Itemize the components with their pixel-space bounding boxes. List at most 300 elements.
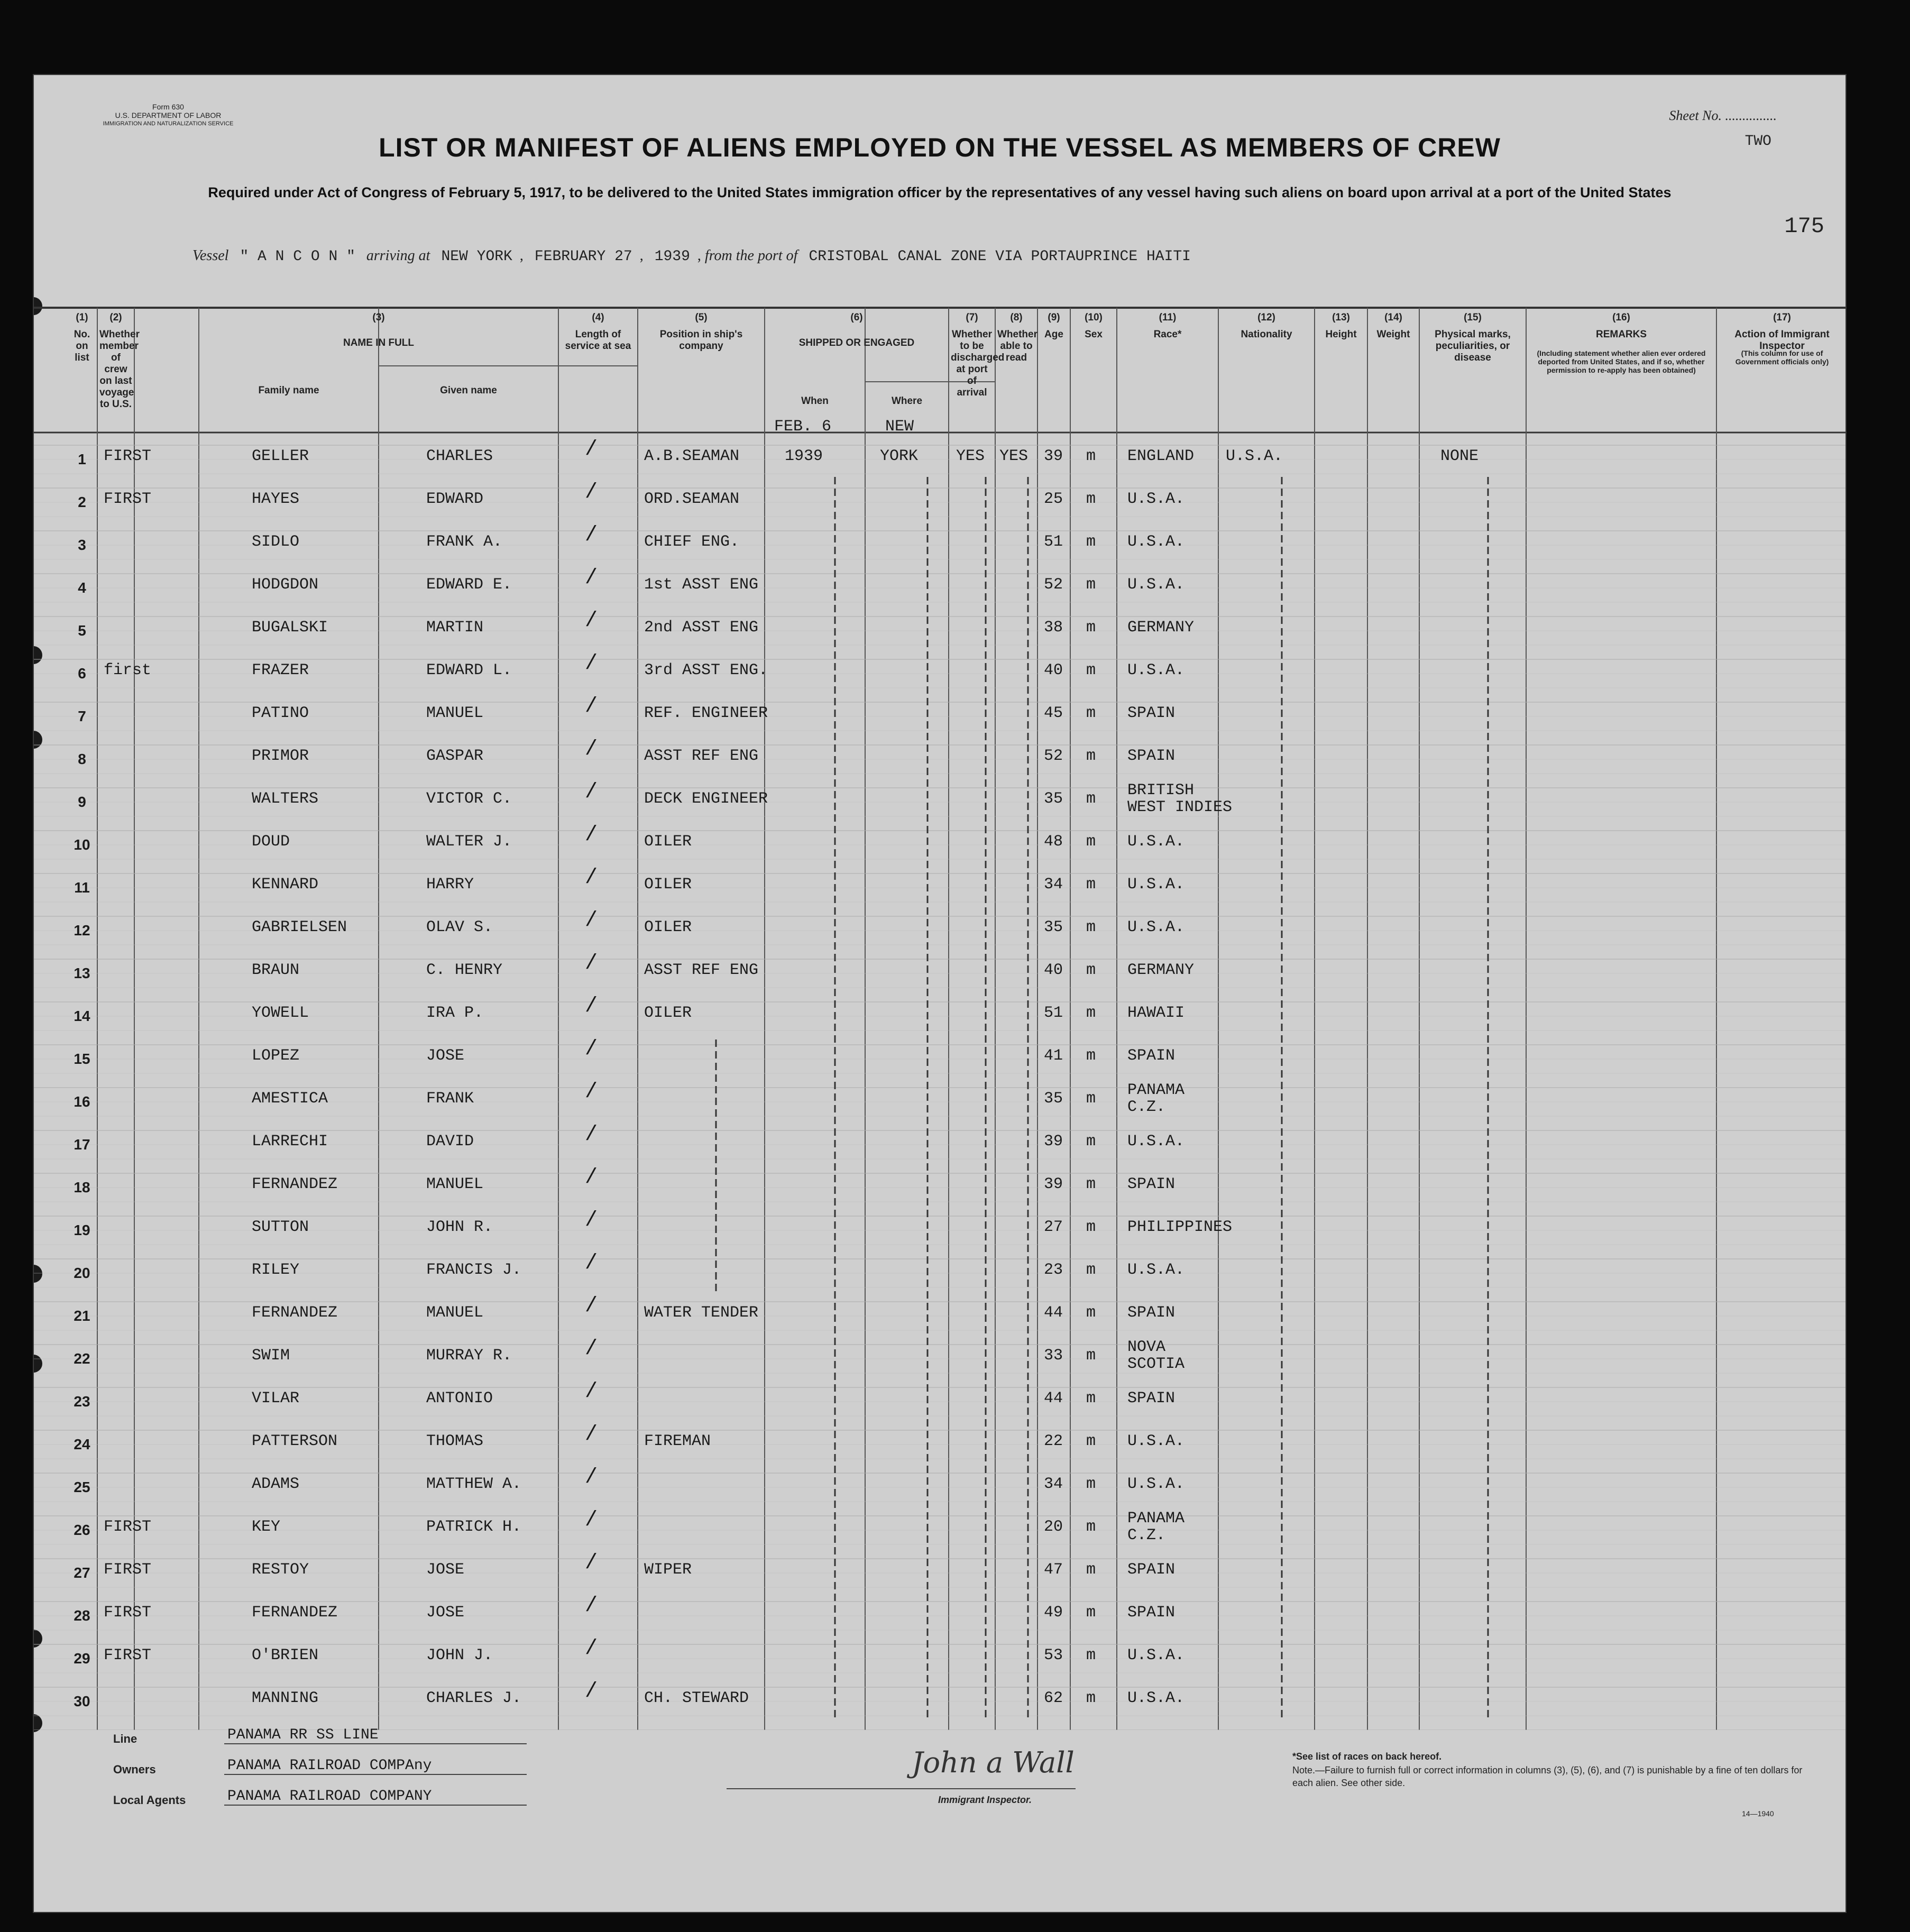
- department-name: U.S. DEPARTMENT OF LABOR: [115, 111, 222, 119]
- row-number: 1: [78, 451, 86, 467]
- position: OILER: [644, 876, 692, 894]
- column-number: (14): [1384, 312, 1402, 323]
- service-tick: /: [585, 1551, 598, 1575]
- position: 1st ASST ENG: [644, 576, 759, 594]
- family-name: PRIMOR: [252, 747, 309, 765]
- page-title: LIST OR MANIFEST OF ALIENS EMPLOYED ON THE VESSEL AS MEMBERS OF CREW: [379, 133, 1501, 162]
- age: 39: [1044, 1133, 1063, 1151]
- family-name: GABRIELSEN: [252, 918, 347, 936]
- given-name: IRA P.: [426, 1004, 484, 1022]
- age: 40: [1044, 661, 1063, 679]
- family-name: WALTERS: [252, 790, 319, 808]
- race: SPAIN: [1127, 1175, 1176, 1193]
- race: SPAIN: [1127, 1304, 1176, 1322]
- age: 34: [1044, 1475, 1063, 1493]
- age: 38: [1044, 619, 1063, 637]
- age: 23: [1044, 1261, 1063, 1279]
- given-name: FRANK: [426, 1090, 474, 1108]
- column-number: (12): [1257, 312, 1275, 323]
- sex: m: [1086, 1604, 1096, 1622]
- given-name: THOMAS: [426, 1432, 484, 1450]
- position: 3rd ASST ENG.: [644, 661, 768, 679]
- service-tick: /: [585, 481, 598, 504]
- column-header: Race*: [1153, 329, 1182, 340]
- race: U.S.A.: [1127, 1133, 1185, 1151]
- race: PANAMA: [1127, 1510, 1185, 1528]
- family-name: FRAZER: [252, 661, 309, 679]
- position: CHIEF ENG.: [644, 533, 740, 551]
- crew-table: [34, 287, 1847, 1730]
- arrival-date: FEBRUARY 27: [534, 249, 632, 265]
- family-name: RILEY: [252, 1261, 300, 1279]
- service-tick: /: [585, 1209, 598, 1232]
- family-name: SIDLO: [252, 533, 300, 551]
- inspector-signature: John a Wall: [912, 1746, 1075, 1779]
- column-number: (5): [695, 312, 708, 323]
- given-name: FRANCIS J.: [426, 1261, 522, 1279]
- given-name: MARTIN: [426, 619, 484, 637]
- given-name: JOSE: [426, 1604, 465, 1622]
- race: U.S.A.: [1127, 661, 1185, 679]
- race: PANAMA: [1127, 1081, 1185, 1099]
- race: U.S.A.: [1127, 1432, 1185, 1450]
- column-number: (4): [592, 312, 604, 323]
- sex: m: [1086, 918, 1096, 936]
- penalty-note: Note.—Failure to furnish full or correct information in columns (3), (5), (6), and (7) is punishable by a fine of ten dollars for each alien. See other side.: [1292, 1765, 1803, 1788]
- age: 33: [1044, 1347, 1063, 1365]
- family-name: FERNANDEZ: [252, 1175, 338, 1193]
- row-number: 25: [74, 1479, 90, 1495]
- sex: m: [1086, 490, 1096, 508]
- race: U.S.A.: [1127, 1261, 1185, 1279]
- sex: m: [1086, 1347, 1096, 1365]
- given-name: MANUEL: [426, 1175, 484, 1193]
- service-tick: /: [585, 566, 598, 590]
- age: 39: [1044, 1175, 1063, 1193]
- sex: m: [1086, 961, 1096, 979]
- column-header: Physical marks, peculiarities, or disease: [1435, 329, 1511, 363]
- given-name: MANUEL: [426, 704, 484, 722]
- family-name: PATTERSON: [252, 1432, 338, 1450]
- position: REF. ENGINEER: [644, 704, 768, 722]
- position: OILER: [644, 1004, 692, 1022]
- sex: m: [1086, 1432, 1096, 1450]
- column-header: REMARKS: [1595, 329, 1647, 340]
- family-name: DOUD: [252, 833, 290, 851]
- given-name: MANUEL: [426, 1304, 484, 1322]
- service-tick: /: [585, 952, 598, 976]
- last-voyage: FIRST: [104, 1561, 152, 1579]
- row-number: 2: [78, 494, 86, 510]
- column-number: (3): [372, 312, 385, 323]
- column-subheader: Family name: [258, 385, 319, 396]
- row-number: 12: [74, 922, 90, 939]
- age: 45: [1044, 704, 1063, 722]
- column-header: Age: [1044, 329, 1063, 340]
- manifest-page: [33, 74, 1847, 1913]
- position: WIPER: [644, 1561, 692, 1579]
- race: BRITISH: [1127, 781, 1195, 799]
- sex: m: [1086, 1561, 1096, 1579]
- sex: m: [1086, 1090, 1096, 1108]
- agents-value: PANAMA RAILROAD COMPANY: [224, 1788, 527, 1806]
- position: WATER TENDER: [644, 1304, 759, 1322]
- last-voyage: first: [104, 661, 152, 679]
- sex: m: [1086, 1133, 1096, 1151]
- sex: m: [1086, 1261, 1096, 1279]
- sex: m: [1086, 1475, 1096, 1493]
- given-name: CHARLES J.: [426, 1689, 522, 1707]
- family-name: KEY: [252, 1518, 281, 1536]
- arrival-port: NEW YORK: [441, 249, 512, 265]
- column-number: (11): [1159, 312, 1177, 323]
- family-name: BUGALSKI: [252, 619, 328, 637]
- last-voyage: FIRST: [104, 1518, 152, 1536]
- race-line2: C.Z.: [1127, 1526, 1166, 1544]
- age: 25: [1044, 490, 1063, 508]
- given-name: FRANK A.: [426, 533, 503, 551]
- race-line2: SCOTIA: [1127, 1355, 1185, 1373]
- shipped-where-line2: YORK: [880, 447, 919, 465]
- column-subheader: (This column for use of Government officials only): [1735, 349, 1829, 366]
- sex: m: [1086, 576, 1096, 594]
- column-header: Whether to be discharged at port of arrival: [951, 329, 1005, 398]
- column-number: (13): [1332, 312, 1350, 323]
- position: ORD.SEAMAN: [644, 490, 740, 508]
- form-identifier: [99, 103, 237, 128]
- column-number: (2): [109, 312, 122, 323]
- sex: m: [1086, 833, 1096, 851]
- row-number: 8: [78, 751, 86, 767]
- race: SPAIN: [1127, 1390, 1176, 1407]
- family-name: LOPEZ: [252, 1047, 300, 1065]
- row-number: 18: [74, 1179, 90, 1195]
- race-line2: C.Z.: [1127, 1098, 1166, 1116]
- family-name: FERNANDEZ: [252, 1304, 338, 1322]
- service-tick: /: [585, 823, 598, 847]
- family-name: LARRECHI: [252, 1133, 328, 1151]
- age: 51: [1044, 533, 1063, 551]
- age: 40: [1044, 961, 1063, 979]
- service-tick: /: [585, 1037, 598, 1061]
- service-tick: /: [585, 1294, 598, 1318]
- family-name: AMESTICA: [252, 1090, 328, 1108]
- races-note: *See list of races on back hereof.: [1292, 1751, 1442, 1762]
- given-name: OLAV S.: [426, 918, 493, 936]
- row-number: 27: [74, 1565, 90, 1581]
- given-name: DAVID: [426, 1133, 474, 1151]
- given-name: PATRICK H.: [426, 1518, 522, 1536]
- age: 20: [1044, 1518, 1063, 1536]
- column-number: (7): [966, 312, 978, 323]
- column-subheader: (Including statement whether alien ever ordered deported from United States, and if so, whether permission to re-apply has been obtained): [1537, 349, 1706, 374]
- age: 35: [1044, 918, 1063, 936]
- sex: m: [1086, 1518, 1096, 1536]
- age: 47: [1044, 1561, 1063, 1579]
- arriving-label: arriving at: [366, 247, 430, 264]
- race: U.S.A.: [1127, 533, 1185, 551]
- sex: m: [1086, 661, 1096, 679]
- column-header: Sex: [1085, 329, 1103, 340]
- service-tick: /: [585, 1166, 598, 1190]
- row-number: 17: [74, 1136, 90, 1153]
- column-header: Weight: [1376, 329, 1410, 340]
- vessel-info: Vessel " A N C O N " arriving at NEW YORK , FEBRUARY 27 , 1939 , from the port of CRISTOBAL CANAL ZONE VIA PORTAUPRINCE HAITI: [192, 247, 1191, 265]
- race: U.S.A.: [1127, 1689, 1185, 1707]
- sex: m: [1086, 1175, 1096, 1193]
- position: CH. STEWARD: [644, 1689, 749, 1707]
- service-tick: /: [585, 1680, 598, 1704]
- column-subheader: Given name: [440, 385, 497, 396]
- column-header: Position in ship's company: [659, 329, 743, 352]
- sex: m: [1086, 1646, 1096, 1664]
- sex: m: [1086, 876, 1096, 894]
- age: 27: [1044, 1218, 1063, 1236]
- family-name: VILAR: [252, 1390, 300, 1407]
- vessel-label: Vessel: [192, 247, 229, 264]
- shipped-when-year: 1939: [785, 447, 823, 465]
- race: U.S.A.: [1127, 833, 1185, 851]
- row-number: 30: [74, 1693, 90, 1709]
- age: 52: [1044, 747, 1063, 765]
- service-tick: /: [585, 995, 598, 1018]
- column-subheader: Where: [891, 395, 923, 407]
- race: HAWAII: [1127, 1004, 1185, 1022]
- column-number: (9): [1048, 312, 1060, 323]
- race: U.S.A.: [1127, 876, 1185, 894]
- family-name: GELLER: [252, 447, 309, 465]
- column-header: Height: [1325, 329, 1357, 340]
- service-tick: /: [585, 652, 598, 676]
- service-tick: /: [585, 1123, 598, 1147]
- position: OILER: [644, 833, 692, 851]
- position: DECK ENGINEER: [644, 790, 768, 808]
- sheet-number: TWO: [1744, 133, 1771, 150]
- family-name: O'BRIEN: [252, 1646, 319, 1664]
- service-tick: /: [585, 1508, 598, 1532]
- age: 35: [1044, 1090, 1063, 1108]
- row-number: 10: [74, 836, 90, 853]
- service-tick: /: [585, 1380, 598, 1404]
- sex: m: [1086, 1218, 1096, 1236]
- race-line2: WEST INDIES: [1127, 798, 1233, 816]
- service-tick: /: [585, 1252, 598, 1275]
- age: 49: [1044, 1604, 1063, 1622]
- service-tick: /: [585, 1594, 598, 1618]
- last-voyage: FIRST: [104, 1646, 152, 1664]
- last-voyage: FIRST: [104, 1604, 152, 1622]
- service-tick: /: [585, 1337, 598, 1361]
- vessel-name: " A N C O N ": [240, 249, 355, 265]
- family-name: PATINO: [252, 704, 309, 722]
- service-tick: /: [585, 738, 598, 761]
- row-number: 16: [74, 1093, 90, 1110]
- column-number: (10): [1085, 312, 1103, 323]
- sex: m: [1086, 790, 1096, 808]
- given-name: C. HENRY: [426, 961, 503, 979]
- family-name: HODGDON: [252, 576, 319, 594]
- family-name: ADAMS: [252, 1475, 300, 1493]
- column-number: (17): [1773, 312, 1791, 323]
- race: SPAIN: [1127, 1047, 1176, 1065]
- column-number: (15): [1464, 312, 1482, 323]
- line-value: PANAMA RR SS LINE: [224, 1727, 527, 1744]
- service-tick: /: [585, 1637, 598, 1661]
- row-number: 15: [74, 1051, 90, 1067]
- column-header: Nationality: [1241, 329, 1292, 340]
- age: 51: [1044, 1004, 1063, 1022]
- column-header: SHIPPED OR ENGAGED: [798, 337, 915, 348]
- row-number: 19: [74, 1222, 90, 1238]
- discharged-value: YES: [956, 447, 985, 465]
- given-name: EDWARD: [426, 490, 484, 508]
- race: SPAIN: [1127, 1561, 1176, 1579]
- age: 35: [1044, 790, 1063, 808]
- family-name: MANNING: [252, 1689, 319, 1707]
- sex: m: [1086, 619, 1096, 637]
- column-header: Action of Immigrant Inspector: [1734, 329, 1830, 352]
- given-name: JOHN J.: [426, 1646, 493, 1664]
- row-number: 21: [74, 1308, 90, 1324]
- row-number: 22: [74, 1350, 90, 1367]
- service-name: IMMIGRATION AND NATURALIZATION SERVICE: [103, 121, 234, 127]
- race: SPAIN: [1127, 704, 1176, 722]
- position: 2nd ASST ENG: [644, 619, 759, 637]
- race: U.S.A.: [1127, 918, 1185, 936]
- row-number: 20: [74, 1265, 90, 1281]
- age: 53: [1044, 1646, 1063, 1664]
- age: 44: [1044, 1304, 1063, 1322]
- page-number: 175: [1784, 214, 1824, 239]
- family-name: BRAUN: [252, 961, 300, 979]
- signature-line: [727, 1788, 1076, 1789]
- given-name: HARRY: [426, 876, 474, 894]
- age: 62: [1044, 1689, 1063, 1707]
- sex: m: [1086, 1689, 1096, 1707]
- row-number: 4: [78, 579, 86, 596]
- race: SPAIN: [1127, 747, 1176, 765]
- shipped-where: NEW: [885, 418, 914, 436]
- service-tick: /: [585, 523, 598, 547]
- owners-label: Owners: [113, 1763, 156, 1776]
- column-subheader: When: [801, 395, 829, 407]
- race: U.S.A.: [1127, 576, 1185, 594]
- given-name: VICTOR C.: [426, 790, 512, 808]
- age: 39: [1044, 447, 1063, 465]
- sex: m: [1086, 533, 1096, 551]
- row-number: 11: [74, 879, 90, 896]
- from-label: from the port of: [704, 247, 798, 264]
- family-name: YOWELL: [252, 1004, 309, 1022]
- age: 22: [1044, 1432, 1063, 1450]
- form-number: Form 630: [152, 103, 184, 111]
- given-name: EDWARD L.: [426, 661, 512, 679]
- row-number: 5: [78, 622, 86, 639]
- column-number: (16): [1612, 312, 1630, 323]
- age: 44: [1044, 1390, 1063, 1407]
- sex: m: [1086, 447, 1096, 465]
- arrival-year: 1939: [654, 249, 690, 265]
- given-name: MATTHEW A.: [426, 1475, 522, 1493]
- page-subtitle: Required under Act of Congress of February 5, 1917, to be delivered to the United States immigration officer by the representatives of any vessel having such aliens on board upon arrival at a port of the United States: [208, 185, 1672, 200]
- shipped-when: FEB. 6: [774, 418, 832, 436]
- service-tick: /: [585, 1080, 598, 1104]
- last-voyage: FIRST: [104, 447, 152, 465]
- service-tick: /: [585, 1466, 598, 1489]
- service-tick: /: [585, 695, 598, 719]
- race: SPAIN: [1127, 1604, 1176, 1622]
- row-number: 29: [74, 1650, 90, 1667]
- able-to-read: YES: [999, 447, 1029, 465]
- sheet-label: Sheet No. ...............: [1669, 108, 1777, 123]
- service-tick: /: [585, 780, 598, 804]
- family-name: RESTOY: [252, 1561, 309, 1579]
- row-number: 13: [74, 965, 90, 981]
- column-header: Whether member of crew on last voyage to U.S.: [99, 329, 140, 410]
- given-name: JOSE: [426, 1047, 465, 1065]
- family-name: FERNANDEZ: [252, 1604, 338, 1622]
- column-number: (8): [1010, 312, 1023, 323]
- given-name: GASPAR: [426, 747, 484, 765]
- footer: [34, 1714, 1847, 1913]
- service-tick: /: [585, 1423, 598, 1447]
- race: U.S.A.: [1127, 1646, 1185, 1664]
- column-number: (6): [850, 312, 863, 323]
- sex: m: [1086, 1390, 1096, 1407]
- position: FIREMAN: [644, 1432, 711, 1450]
- age: 41: [1044, 1047, 1063, 1065]
- age: 48: [1044, 833, 1063, 851]
- race: U.S.A.: [1127, 1475, 1185, 1493]
- departure-port: CRISTOBAL CANAL ZONE VIA PORTAUPRINCE HAITI: [809, 249, 1191, 265]
- sex: m: [1086, 704, 1096, 722]
- owners-value: PANAMA RAILROAD COMPAny: [224, 1758, 527, 1775]
- line-label: Line: [113, 1732, 137, 1745]
- service-tick: /: [585, 438, 598, 462]
- physical-marks: NONE: [1440, 447, 1479, 465]
- row-number: 9: [78, 794, 86, 810]
- column-header: Length of service at sea: [565, 329, 631, 352]
- family-name: HAYES: [252, 490, 300, 508]
- race: NOVA: [1127, 1338, 1166, 1356]
- agents-label: Local Agents: [113, 1793, 186, 1807]
- given-name: JOSE: [426, 1561, 465, 1579]
- row-number: 24: [74, 1436, 90, 1452]
- given-name: WALTER J.: [426, 833, 512, 851]
- race: ENGLAND: [1127, 447, 1195, 465]
- age: 34: [1044, 876, 1063, 894]
- position: ASST REF ENG: [644, 747, 759, 765]
- race: U.S.A.: [1127, 490, 1185, 508]
- row-number: 14: [74, 1008, 90, 1024]
- given-name: ANTONIO: [426, 1390, 493, 1407]
- row-number: 3: [78, 537, 86, 553]
- given-name: JOHN R.: [426, 1218, 493, 1236]
- family-name: SUTTON: [252, 1218, 309, 1236]
- sex: m: [1086, 747, 1096, 765]
- column-number: (1): [76, 312, 88, 323]
- nationality: U.S.A.: [1226, 447, 1283, 465]
- sex: m: [1086, 1047, 1096, 1065]
- age: 52: [1044, 576, 1063, 594]
- given-name: EDWARD E.: [426, 576, 512, 594]
- service-tick: /: [585, 909, 598, 933]
- sex: m: [1086, 1004, 1096, 1022]
- row-number: 23: [74, 1393, 90, 1410]
- column-header: Whether able to read: [997, 329, 1037, 363]
- race: PHILIPPINES: [1127, 1218, 1233, 1236]
- row-number: 7: [78, 708, 86, 724]
